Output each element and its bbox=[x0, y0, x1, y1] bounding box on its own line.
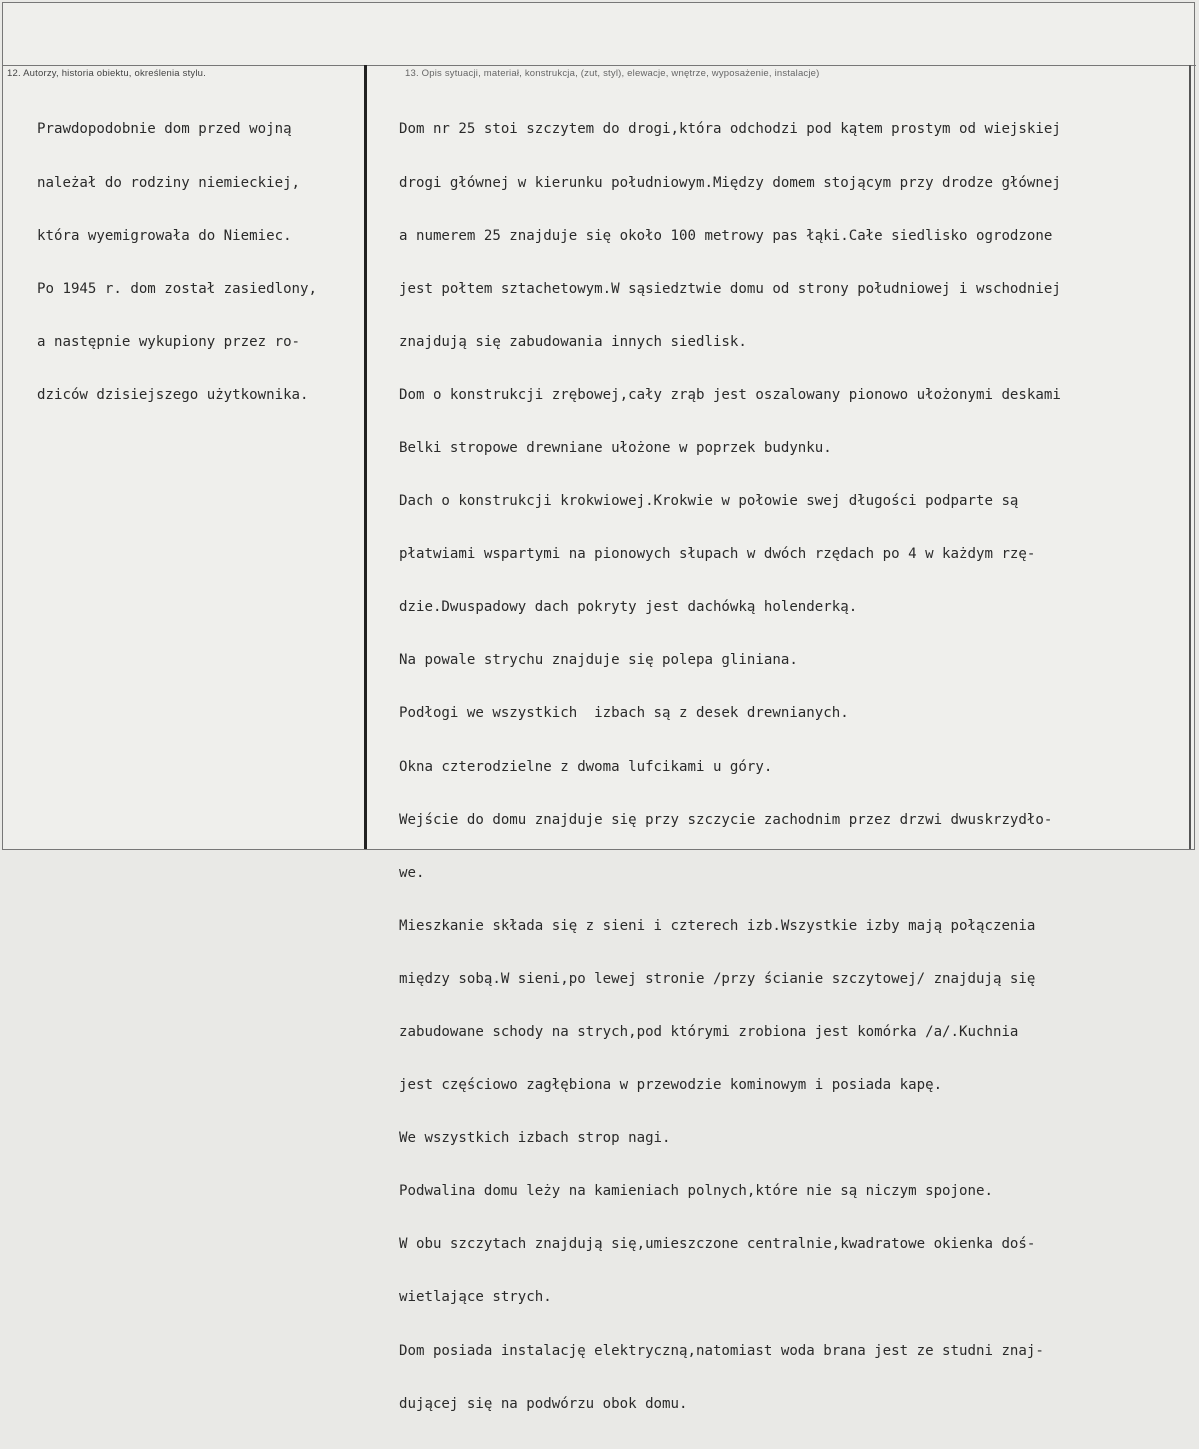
description-line: Dom posiada instalację elektryczną,natomiast woda brana jest ze studni znaj- bbox=[399, 1342, 1044, 1359]
description-line: Podwalina domu leży na kamieniach polnych,które nie są niczym spojone. bbox=[399, 1183, 993, 1200]
description-line: Dom nr 25 stoi szczytem do drogi,która odchodzi pod kątem prostym od wiejskiej bbox=[399, 121, 1061, 138]
description-line: zabudowane schody na strych,pod którymi zrobiona jest komórka /a/.Kuchnia bbox=[399, 1024, 1019, 1040]
description-line: między sobą.W sieni,po lewej stronie /przy ścianie szczytowej/ znajdują się bbox=[399, 970, 1036, 987]
description-line: jest częściowo zagłębiona w przewodzie kominowym i posiada kapę. bbox=[399, 1077, 943, 1094]
section-12-header: 12. Autorzy, historia obiektu, określenia stylu. bbox=[7, 68, 206, 79]
description-line: W obu szczytach znajdują się,umieszczone centralnie,kwadratowe okienka doś- bbox=[399, 1236, 1036, 1253]
history-text-block bbox=[37, 86, 317, 440]
description-line: Mieszkanie składa się z sieni i czterech izb.Wszystkie izby mają połączenia bbox=[399, 917, 1036, 934]
description-line: we. bbox=[399, 864, 425, 881]
right-border bbox=[1189, 65, 1191, 849]
description-line: We wszystkich izbach strop nagi. bbox=[399, 1130, 671, 1147]
section-13-header: 13. Opis sytuacji, materiał, konstrukcja, (zut, styl), elewacje, wnętrze, wyposażenie, instalacje) bbox=[405, 68, 820, 79]
description-line: Dach o konstrukcji krokwiowej.Krokwie w połowie swej długości podparte są bbox=[399, 493, 1019, 510]
description-line: Okna czterodzielne z dwoma lufcikami u góry. bbox=[399, 758, 773, 775]
description-line: Wejście do domu znajduje się przy szczycie zachodnim przez drzwi dwuskrzydło- bbox=[399, 811, 1053, 828]
column-divider bbox=[364, 65, 367, 849]
description-line: Belki stropowe drewniane ułożone w poprzek budynku. bbox=[399, 439, 832, 456]
description-line: znajdują się zabudowania innych siedlisk. bbox=[399, 333, 747, 350]
history-line: dziców dzisiejszego użytkownika. bbox=[37, 386, 309, 403]
description-line: a numerem 25 znajduje się około 100 metrowy pas łąki.Całe siedlisko ogrodzone bbox=[399, 227, 1053, 244]
description-line: dzie.Dwuspadowy dach pokryty jest dachówką holenderką. bbox=[399, 599, 858, 616]
description-text-block bbox=[399, 86, 1061, 1449]
history-line: Po 1945 r. dom został zasiedlony, bbox=[37, 280, 318, 297]
description-line: Dom o konstrukcji zrębowej,cały zrąb jest oszalowany pionowo ułożonymi deskami bbox=[399, 386, 1061, 403]
description-line: dującej się na podwórzu obok domu. bbox=[399, 1395, 688, 1412]
description-line: jest połtem sztachetowym.W sąsiedztwie domu od strony południowej i wschodniej bbox=[399, 280, 1061, 297]
description-line: Podłogi we wszystkich izbach są z desek drewnianych. bbox=[399, 705, 849, 722]
description-line: drogi głównej w kierunku południowym.Między domem stojącym przy drodze głównej bbox=[399, 174, 1061, 191]
history-line: a następnie wykupiony przez ro- bbox=[37, 333, 301, 350]
history-line: należał do rodziny niemieckiej, bbox=[37, 174, 301, 191]
header-rule bbox=[3, 65, 1196, 66]
description-line: wietlające strych. bbox=[399, 1289, 552, 1306]
history-line: która wyemigrowała do Niemiec. bbox=[37, 227, 292, 244]
form-sheet bbox=[2, 2, 1195, 1412]
description-line: płatwiami wspartymi na pionowych słupach w dwóch rzędach po 4 w każdym rzę- bbox=[399, 546, 1036, 563]
description-line: Na powale strychu znajduje się polepa gliniana. bbox=[399, 652, 798, 669]
history-line: Prawdopodobnie dom przed wojną bbox=[37, 121, 292, 138]
